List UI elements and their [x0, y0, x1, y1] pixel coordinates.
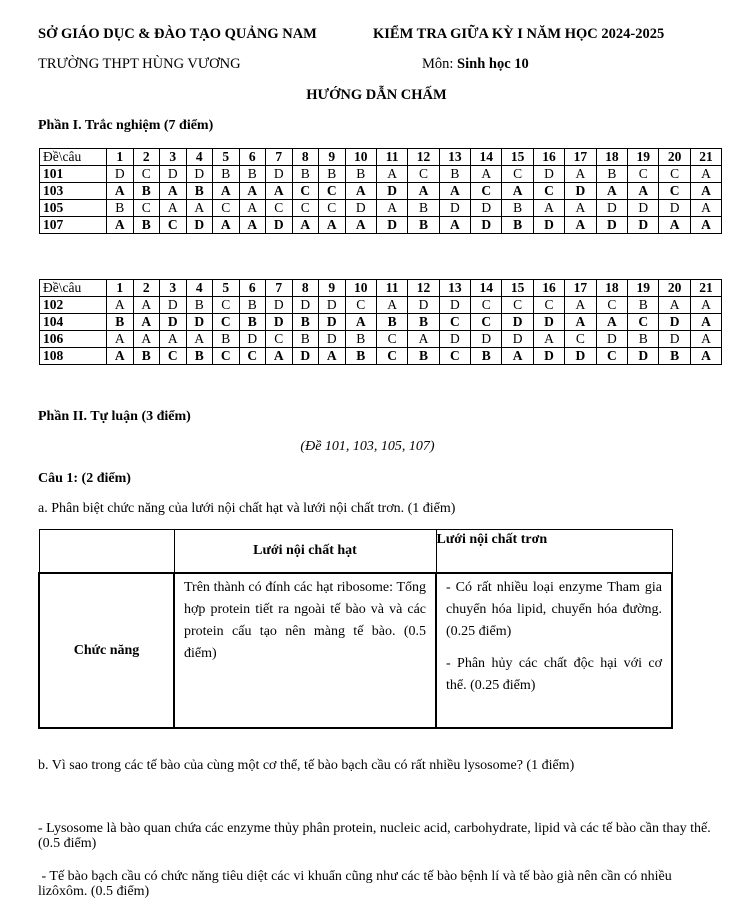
answer-table-1 — [39, 148, 722, 234]
answer-cell: D — [319, 297, 346, 314]
question-number-cell: 21 — [690, 280, 721, 297]
answer-cell: A — [408, 183, 439, 200]
answer-cell: A — [133, 314, 160, 331]
answer-cell: B — [408, 314, 439, 331]
answer-cell: A — [565, 200, 596, 217]
answer-cell: D — [186, 217, 213, 234]
table-row — [40, 297, 722, 314]
answer-cell: A — [376, 297, 407, 314]
answer-cell: B — [107, 200, 134, 217]
part1-title: Phần I. Trắc nghiệm (7 điểm) — [38, 118, 214, 133]
answer-cell: B — [408, 200, 439, 217]
answer-cell: C — [565, 331, 596, 348]
answer-cell: C — [439, 314, 470, 331]
question-number-cell: 3 — [160, 280, 187, 297]
question-number-cell: 11 — [376, 280, 407, 297]
question-number-cell: 6 — [239, 280, 266, 297]
question-number-cell: 20 — [659, 149, 690, 166]
answer-cell: D — [160, 166, 187, 183]
answer-cell: D — [266, 217, 293, 234]
answer-cell: C — [659, 166, 690, 183]
exam-code-cell: 101 — [40, 166, 107, 183]
answer-cell: A — [186, 331, 213, 348]
answer-cell: D — [502, 331, 533, 348]
answer-cell: D — [266, 166, 293, 183]
answer-cell: A — [107, 331, 134, 348]
question-number-cell: 1 — [107, 149, 134, 166]
question-number-cell: 16 — [533, 149, 564, 166]
answer-cell: D — [439, 200, 470, 217]
exam-code-cell: 106 — [40, 331, 107, 348]
answer-cell: A — [565, 166, 596, 183]
answer-cell: B — [133, 348, 160, 365]
answer-cell: B — [471, 348, 502, 365]
answer-b1: - Lysosome là bào quan chứa các enzyme thủy phân protein, nucleic acid, carbohydrate, lipid và các tế bào cần thay thế. (0.5 điểm) — [38, 821, 711, 851]
answer-cell: C — [319, 200, 346, 217]
answer-cell: A — [266, 348, 293, 365]
answer-cell: B — [408, 217, 439, 234]
subject — [422, 56, 529, 73]
answer-cell: B — [133, 183, 160, 200]
answer-cell: D — [596, 331, 627, 348]
answer-cell: B — [239, 314, 266, 331]
table-header-row — [40, 149, 722, 166]
question1-title: Câu 1: (2 điểm) — [38, 471, 131, 486]
question-number-cell: 15 — [502, 149, 533, 166]
answer-cell: A — [690, 183, 721, 200]
question-number-cell: 2 — [133, 280, 160, 297]
answer-cell: D — [659, 200, 690, 217]
exam-code-cell: 102 — [40, 297, 107, 314]
answer-cell: A — [239, 217, 266, 234]
question-number-cell: 8 — [292, 280, 319, 297]
er-comparison-table — [38, 529, 673, 729]
answer-cell: A — [565, 217, 596, 234]
answer-cell: D — [160, 314, 187, 331]
answer-cell: A — [266, 183, 293, 200]
answer-cell: A — [565, 297, 596, 314]
answer-cell: A — [345, 314, 376, 331]
question-number-cell: 5 — [213, 280, 240, 297]
answer-cell: A — [408, 331, 439, 348]
answer-cell: C — [213, 200, 240, 217]
answer-cell: C — [160, 217, 187, 234]
answer-cell: D — [186, 314, 213, 331]
answer-cell: C — [239, 348, 266, 365]
table-header-row — [40, 280, 722, 297]
answer-cell: A — [690, 314, 721, 331]
answer-cell: B — [502, 200, 533, 217]
answer-cell: B — [292, 166, 319, 183]
answer-table-2 — [39, 279, 722, 365]
answer-cell: B — [659, 348, 690, 365]
answer-cell: C — [345, 297, 376, 314]
answer-cell: A — [292, 217, 319, 234]
answer-cell: C — [319, 183, 346, 200]
exam-code-cell: 108 — [40, 348, 107, 365]
answer-cell: C — [628, 314, 659, 331]
answer-cell: D — [596, 217, 627, 234]
answer-cell: C — [596, 297, 627, 314]
table-row — [40, 200, 722, 217]
answer-cell: A — [160, 200, 187, 217]
answer-cell: A — [133, 331, 160, 348]
answer-cell: A — [690, 348, 721, 365]
answer-cell: C — [408, 166, 439, 183]
answer-cell: C — [266, 331, 293, 348]
answer-cell: A — [239, 200, 266, 217]
question-number-cell: 2 — [133, 149, 160, 166]
answer-cell: A — [628, 183, 659, 200]
question-number-cell: 12 — [408, 280, 439, 297]
smooth-er-text-1: - Có rất nhiều loại enzyme Tham gia chuyển hóa lipid, chuyển hóa đường. (0.25 điểm) — [446, 580, 662, 639]
exam-code-cell: 105 — [40, 200, 107, 217]
question-number-cell: 16 — [533, 280, 564, 297]
question-number-cell: 7 — [266, 149, 293, 166]
question-number-cell: 8 — [292, 149, 319, 166]
rough-er-text: Trên thành có đính các hạt ribosome: Tổng hợp protein tiết ra ngoài tế bào và và các protein cấu tạo nên màng tế bào. (0.5 điểm) — [184, 580, 426, 661]
answer-cell: C — [376, 348, 407, 365]
question-number-cell: 14 — [471, 280, 502, 297]
answer-cell: C — [439, 348, 470, 365]
answer-cell: C — [628, 166, 659, 183]
answer-cell: D — [628, 348, 659, 365]
answer-cell: A — [133, 297, 160, 314]
answer-cell: D — [107, 166, 134, 183]
question-number-cell: 14 — [471, 149, 502, 166]
answer-cell: A — [502, 348, 533, 365]
question-number-cell: 13 — [439, 280, 470, 297]
exam-code-cell: 104 — [40, 314, 107, 331]
question-number-cell: 20 — [659, 280, 690, 297]
answer-cell: A — [160, 183, 187, 200]
answer-cell: A — [502, 183, 533, 200]
answer-b2: - Tế bào bạch cầu có chức năng tiêu diệt các vi khuẩn cũng như các tế bào bệnh lí và tế bào già nên cần có nhiều lizôxôm. (0.5 điểm) — [38, 869, 676, 899]
answer-cell: C — [213, 297, 240, 314]
answer-cell: D — [292, 297, 319, 314]
rough-er-function — [174, 573, 436, 728]
answer-cell: D — [408, 297, 439, 314]
table-row — [40, 331, 722, 348]
answer-cell: B — [596, 166, 627, 183]
answer-cell: C — [133, 200, 160, 217]
answer-cell: B — [186, 183, 213, 200]
answer-cell: A — [439, 183, 470, 200]
answer-cell: D — [160, 297, 187, 314]
question-number-cell: 17 — [565, 280, 596, 297]
answer-cell: B — [213, 331, 240, 348]
question1-part-b: b. Vì sao trong các tế bào của cùng một cơ thể, tế bào bạch cầu có rất nhiều lysosome? (1 điểm) — [38, 758, 575, 773]
function-row-label: Chức năng — [39, 573, 174, 728]
question-number-cell: 18 — [596, 149, 627, 166]
answer-cell: A — [690, 331, 721, 348]
answer-cell: A — [107, 217, 134, 234]
answer-cell: C — [533, 183, 564, 200]
question-number-cell: 5 — [213, 149, 240, 166]
answer-cell: B — [345, 166, 376, 183]
answer-cell: C — [502, 297, 533, 314]
answer-cell: B — [345, 348, 376, 365]
answer-cell: A — [659, 217, 690, 234]
rough-er-header: Lưới nội chất hạt — [174, 530, 436, 574]
answer-cell: B — [376, 314, 407, 331]
answer-cell: A — [596, 314, 627, 331]
answer-cell: A — [596, 183, 627, 200]
exam-code-cell: 103 — [40, 183, 107, 200]
answer-cell: C — [471, 183, 502, 200]
answer-cell: B — [186, 348, 213, 365]
answer-cell: B — [319, 166, 346, 183]
answer-cell: D — [376, 217, 407, 234]
answer-cell: A — [107, 297, 134, 314]
question-number-cell: 3 — [160, 149, 187, 166]
answer-cell: B — [239, 166, 266, 183]
table-row — [40, 183, 722, 200]
answer-cell: B — [186, 297, 213, 314]
answer-cell: B — [439, 166, 470, 183]
answer-cell: B — [107, 314, 134, 331]
answer-cell: D — [628, 200, 659, 217]
subject-label: Môn: — [422, 56, 454, 72]
table-row — [40, 217, 722, 234]
answer-cell: D — [186, 166, 213, 183]
question-number-cell: 15 — [502, 280, 533, 297]
question1-part-a: a. Phân biệt chức năng của lưới nội chất hạt và lưới nội chất trơn. (1 điểm) — [38, 501, 456, 516]
answer-cell: A — [239, 183, 266, 200]
question-number-cell: 4 — [186, 149, 213, 166]
question-number-cell: 19 — [628, 149, 659, 166]
answer-cell: A — [439, 217, 470, 234]
answer-cell: A — [565, 314, 596, 331]
answer-cell: C — [659, 183, 690, 200]
question-number-cell: 10 — [345, 149, 376, 166]
answer-cell: D — [533, 348, 564, 365]
answer-cell: B — [628, 297, 659, 314]
question-number-cell: 12 — [408, 149, 439, 166]
question-number-cell: 7 — [266, 280, 293, 297]
answer-cell: A — [533, 200, 564, 217]
question-number-cell: 9 — [319, 149, 346, 166]
answer-cell: D — [628, 217, 659, 234]
answer-cell: D — [376, 183, 407, 200]
header-label-cell: Đề\câu — [40, 149, 107, 166]
answer-cell: B — [292, 314, 319, 331]
answer-cell: C — [213, 348, 240, 365]
answer-cell: D — [439, 297, 470, 314]
smooth-er-function — [436, 573, 672, 728]
answer-cell: B — [345, 331, 376, 348]
table-row — [40, 348, 722, 365]
answer-cell: A — [533, 331, 564, 348]
question-number-cell: 1 — [107, 280, 134, 297]
answer-cell: B — [408, 348, 439, 365]
answer-cell: A — [659, 297, 690, 314]
answer-cell: C — [133, 166, 160, 183]
school-name: TRƯỜNG THPT HÙNG VƯƠNG — [38, 56, 241, 72]
answer-cell: D — [471, 200, 502, 217]
answer-cell: D — [319, 331, 346, 348]
header-label-cell: Đề\câu — [40, 280, 107, 297]
answer-cell: A — [319, 348, 346, 365]
answer-cell: C — [292, 183, 319, 200]
exam-code-cell: 107 — [40, 217, 107, 234]
subject-value: Sinh học 10 — [457, 56, 529, 72]
part2-codes: (Đề 101, 103, 105, 107) — [300, 439, 435, 454]
answer-cell: D — [659, 331, 690, 348]
answer-cell: A — [690, 217, 721, 234]
answer-cell: B — [502, 217, 533, 234]
answer-cell: D — [266, 314, 293, 331]
question-number-cell: 10 — [345, 280, 376, 297]
table-row — [40, 166, 722, 183]
answer-cell: D — [439, 331, 470, 348]
answer-cell: A — [107, 183, 134, 200]
smooth-er-header: Lưới nội chất trơn — [436, 530, 672, 574]
exam-title: KIỂM TRA GIỮA KỲ I NĂM HỌC 2024-2025 — [373, 26, 665, 42]
answer-cell: A — [345, 217, 376, 234]
answer-cell: C — [213, 314, 240, 331]
answer-cell: A — [690, 297, 721, 314]
answer-cell: C — [292, 200, 319, 217]
question-number-cell: 13 — [439, 149, 470, 166]
answer-cell: A — [690, 166, 721, 183]
answer-cell: A — [160, 331, 187, 348]
answer-cell: D — [239, 331, 266, 348]
answer-cell: A — [213, 217, 240, 234]
answer-cell: D — [565, 348, 596, 365]
answer-cell: C — [471, 297, 502, 314]
answer-cell: D — [471, 331, 502, 348]
part2-title: Phần II. Tự luận (3 điểm) — [38, 409, 191, 424]
answer-cell: A — [376, 200, 407, 217]
answer-cell: D — [533, 166, 564, 183]
answer-cell: D — [533, 217, 564, 234]
answer-cell: C — [376, 331, 407, 348]
question-number-cell: 18 — [596, 280, 627, 297]
question-number-cell: 17 — [565, 149, 596, 166]
answer-cell: C — [533, 297, 564, 314]
answer-cell: C — [266, 200, 293, 217]
answer-cell: D — [345, 200, 376, 217]
guide-title: HƯỚNG DẪN CHẤM — [306, 87, 447, 103]
answer-cell: D — [266, 297, 293, 314]
department-name: SỞ GIÁO DỤC & ĐÀO TẠO QUẢNG NAM — [38, 26, 317, 42]
answer-cell: A — [186, 200, 213, 217]
answer-cell: B — [213, 166, 240, 183]
answer-cell: C — [160, 348, 187, 365]
smooth-er-text-2: - Phân hủy các chất độc hại với cơ thể. (0.25 điểm) — [446, 656, 662, 693]
answer-cell: B — [292, 331, 319, 348]
question-number-cell: 11 — [376, 149, 407, 166]
answer-cell: B — [628, 331, 659, 348]
question-number-cell: 9 — [319, 280, 346, 297]
answer-cell: D — [502, 314, 533, 331]
answer-cell: A — [471, 166, 502, 183]
answer-cell: D — [471, 217, 502, 234]
answer-cell: B — [133, 217, 160, 234]
answer-cell: A — [376, 166, 407, 183]
answer-cell: D — [292, 348, 319, 365]
answer-cell: C — [502, 166, 533, 183]
question-number-cell: 4 — [186, 280, 213, 297]
empty-header-cell — [39, 530, 174, 574]
question-number-cell: 21 — [690, 149, 721, 166]
table-row — [40, 314, 722, 331]
answer-cell: A — [319, 217, 346, 234]
answer-cell: A — [345, 183, 376, 200]
answer-cell: B — [239, 297, 266, 314]
answer-cell: D — [319, 314, 346, 331]
answer-cell: A — [107, 348, 134, 365]
answer-cell: A — [213, 183, 240, 200]
question-number-cell: 6 — [239, 149, 266, 166]
answer-cell: D — [565, 183, 596, 200]
answer-cell: C — [471, 314, 502, 331]
answer-cell: C — [596, 348, 627, 365]
answer-cell: A — [690, 200, 721, 217]
answer-cell: D — [659, 314, 690, 331]
answer-cell: D — [596, 200, 627, 217]
answer-cell: D — [533, 314, 564, 331]
question-number-cell: 19 — [628, 280, 659, 297]
